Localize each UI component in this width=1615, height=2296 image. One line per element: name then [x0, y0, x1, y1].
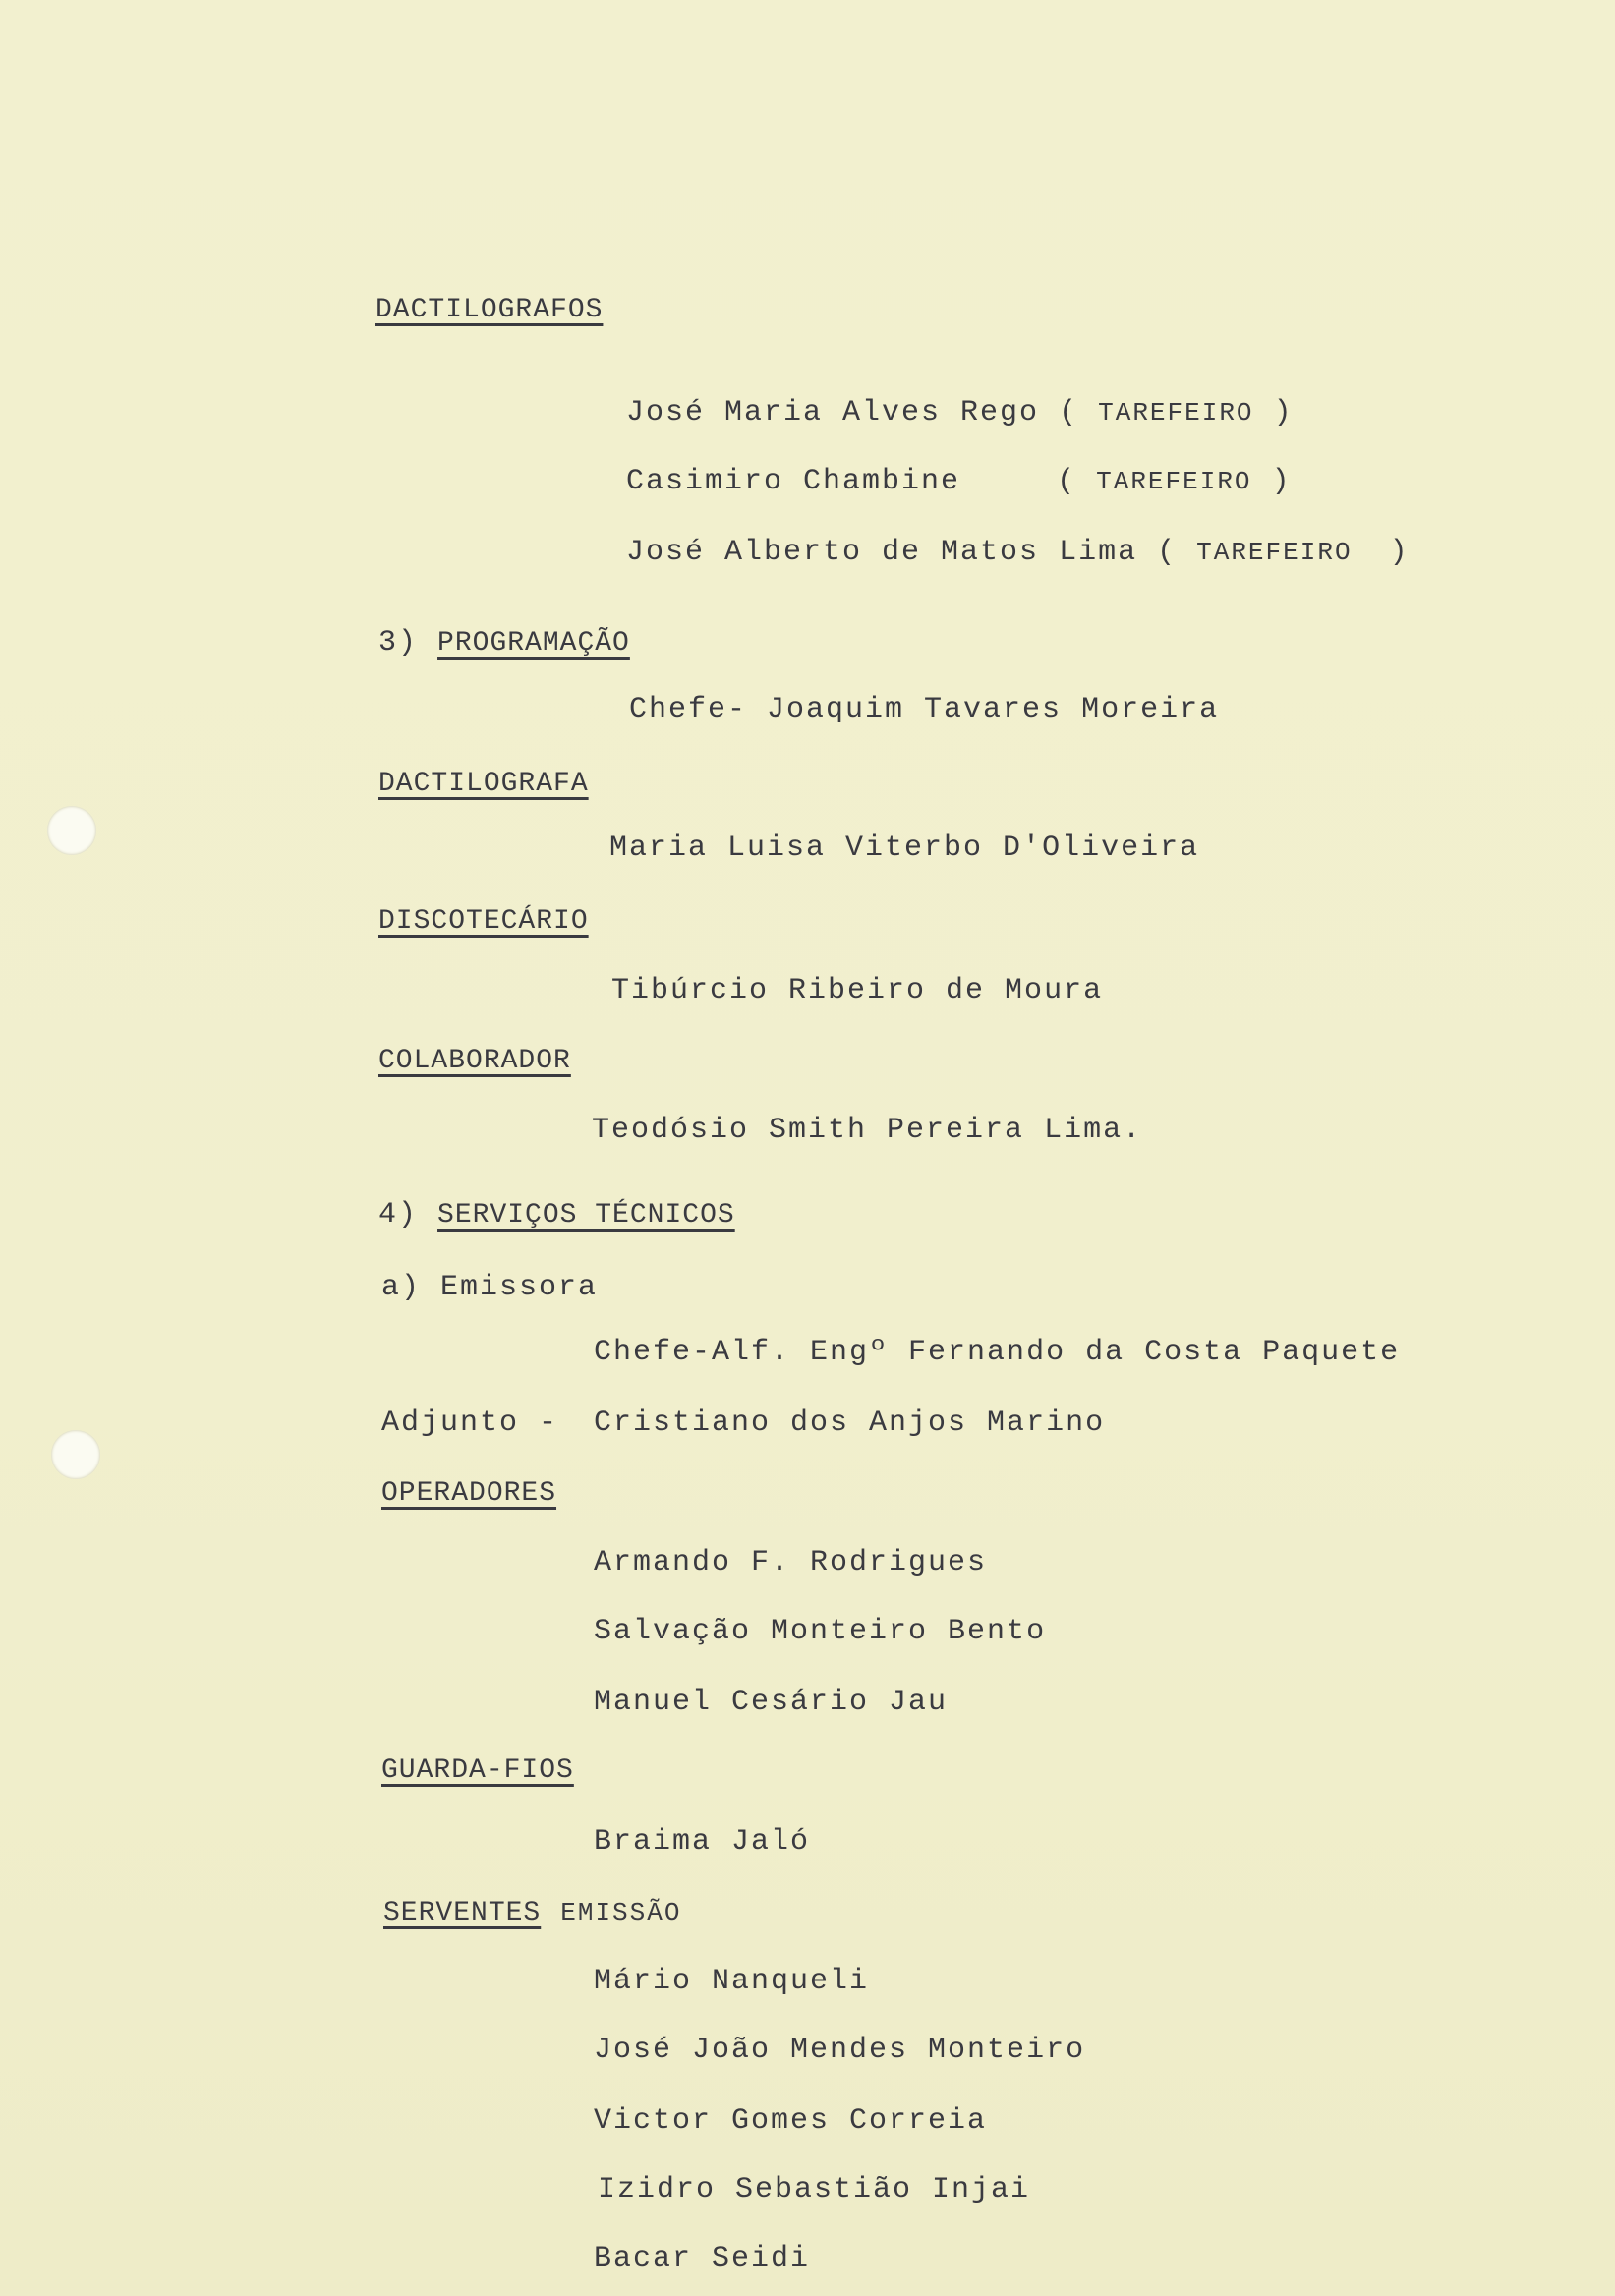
section-heading-dactilografos: DACTILOGRAFOS — [375, 295, 604, 325]
staff-status: TAREFEIRO — [1096, 467, 1252, 496]
section-heading-programacao: PROGRAMAÇÃO — [437, 628, 630, 659]
staff-status: TAREFEIRO — [1098, 398, 1254, 428]
punch-hole-bottom — [51, 1430, 100, 1479]
staff-entry: José Alberto de Matos Lima ( TAREFEIRO ) — [626, 536, 1410, 569]
staff-name: Teodósio Smith Pereira Lima. — [592, 1114, 1143, 1147]
staff-name: José Alberto de Matos Lima — [626, 536, 1138, 569]
staff-status: TAREFEIRO — [1196, 538, 1353, 567]
subsection-emissora: a) Emissora — [381, 1271, 599, 1304]
section-heading-discotecario: DISCOTECÁRIO — [378, 906, 589, 937]
staff-name: Salvação Monteiro Bento — [594, 1615, 1047, 1648]
section-heading-colaborador: COLABORADOR — [378, 1046, 571, 1076]
staff-name: Victor Gomes Correia — [594, 2104, 988, 2138]
staff-name: Braima Jaló — [594, 1825, 811, 1859]
staff-name: José Maria Alves Rego — [626, 396, 1040, 430]
section-programacao — [378, 625, 630, 661]
staff-name: Manuel Cesário Jau — [594, 1686, 949, 1719]
section-heading-dactilografa: DACTILOGRAFA — [378, 769, 589, 799]
chefe-programacao: Chefe- Joaquim Tavares Moreira — [629, 693, 1220, 726]
section-servicos-tecnicos — [378, 1197, 735, 1234]
staff-entry: Casimiro Chambine ( TAREFEIRO ) — [626, 465, 1292, 498]
staff-name: Maria Luisa Viterbo D'Oliveira — [609, 832, 1200, 865]
punch-hole-top — [47, 806, 96, 855]
staff-name: Bacar Seidi — [594, 2242, 811, 2275]
staff-name: José João Mendes Monteiro — [594, 2034, 1086, 2067]
serventes-suffix: EMISSÃO — [560, 1898, 682, 1927]
section-serventes — [383, 1895, 681, 1931]
section-number: 3) — [378, 626, 419, 660]
section-heading-serventes: SERVENTES — [383, 1898, 542, 1928]
section-heading-operadores: OPERADORES — [381, 1478, 557, 1509]
staff-name: Tibúrcio Ribeiro de Moura — [611, 974, 1104, 1007]
adjunto-label: Adjunto - — [381, 1406, 559, 1440]
staff-name: Izidro Sebastião Injai — [598, 2173, 1031, 2207]
staff-name: Casimiro Chambine — [626, 465, 961, 498]
section-number: 4) — [378, 1198, 419, 1232]
adjunto-name: Cristiano dos Anjos Marino — [594, 1406, 1106, 1440]
chefe-emissora: Chefe-Alf. Engº Fernando da Costa Paquete — [594, 1336, 1401, 1369]
staff-name: Armando F. Rodrigues — [594, 1546, 988, 1579]
staff-entry: José Maria Alves Rego ( TAREFEIRO ) — [626, 396, 1294, 430]
section-heading-guarda-fios: GUARDA-FIOS — [381, 1755, 574, 1786]
staff-name: Mário Nanqueli — [594, 1965, 870, 1998]
section-heading-servicos-tecnicos: SERVIÇOS TÉCNICOS — [437, 1200, 735, 1231]
